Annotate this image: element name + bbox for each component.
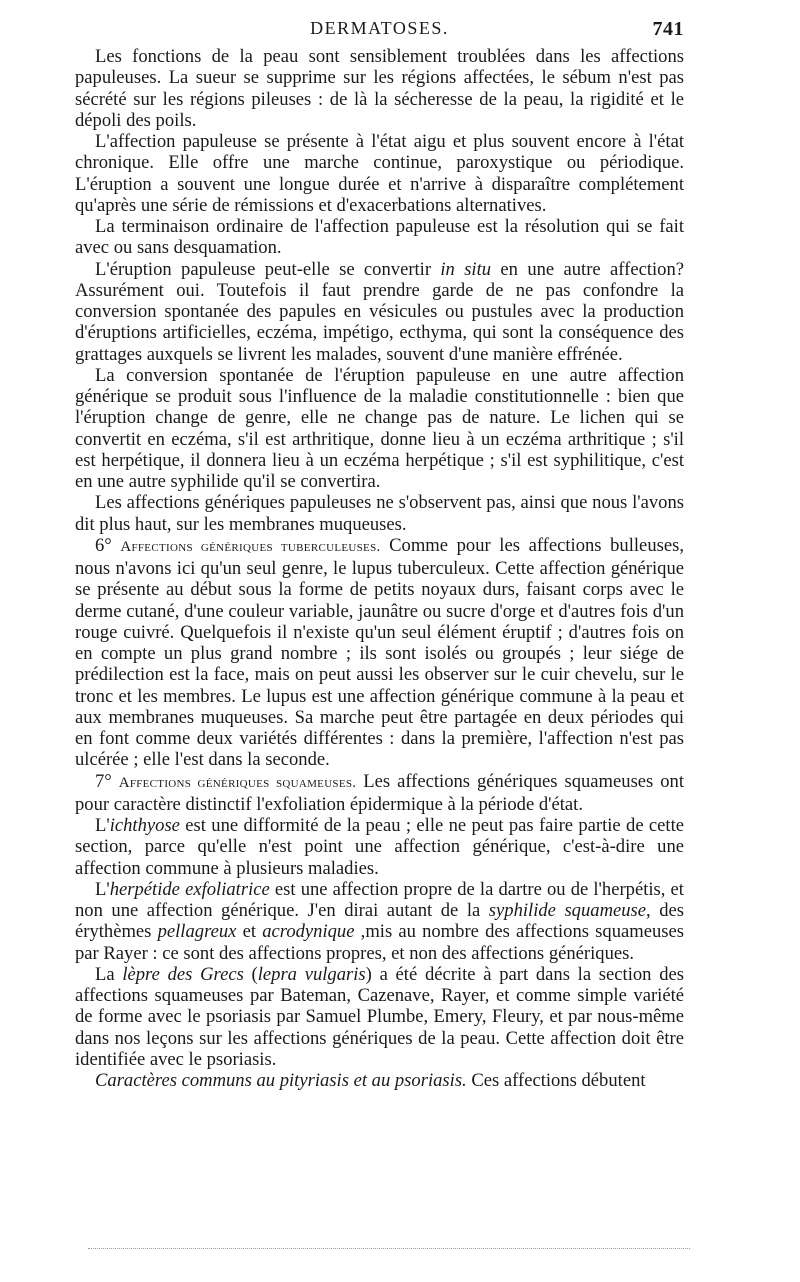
section-number: 6° bbox=[95, 534, 121, 556]
section-number: 7° bbox=[95, 770, 119, 792]
text-span: ,mis au nombre des affections squameuses par Rayer : ce sont des affections propres, et non des affections génériques. bbox=[75, 921, 685, 964]
italic-term: lepra vulgaris bbox=[257, 963, 366, 985]
italic-term: acrodynique bbox=[262, 921, 355, 943]
section-heading: Affections génériques squameuses. bbox=[118, 774, 357, 791]
italic-term: in situ bbox=[440, 258, 492, 280]
italic-heading: Caractères communs au pityriasis et au psoriasis. bbox=[95, 1070, 467, 1091]
text-span: Ces affections débutent bbox=[466, 1070, 646, 1091]
text-span: L' bbox=[95, 878, 110, 900]
running-title: DERMATOSES. bbox=[310, 18, 449, 38]
section-heading: Affections génériques tuberculeuses. bbox=[120, 538, 381, 555]
section-paragraph bbox=[75, 771, 684, 816]
paragraph bbox=[75, 879, 684, 964]
text-span: , des érythèmes bbox=[75, 900, 684, 943]
page-number: 741 bbox=[652, 18, 684, 40]
text-span: est une affection propre de la dartre ou de l'herpétis, et non une affection générique. J'en dirai autant de la bbox=[75, 878, 684, 921]
section-paragraph bbox=[75, 535, 684, 771]
italic-term: lèpre des Grecs bbox=[122, 963, 244, 985]
page-header bbox=[75, 16, 684, 44]
paragraph bbox=[75, 259, 684, 365]
paragraph bbox=[75, 964, 684, 1070]
italic-term: syphilide squameuse bbox=[488, 900, 647, 921]
text-span: Les affections génériques squameuses ont pour caractère distinctif l'exfoliation épidermique à la période d'état. bbox=[75, 770, 684, 815]
paragraph bbox=[75, 815, 684, 879]
paragraph: Les fonctions de la peau sont sensiblement troublées dans les affections papuleuses. La sueur se supprime sur les régions affectées, le sébum n'est pas sécrété sur les régions pileuses : de là la sécheresse de la peau, la rigidité et le dépoli des poils. bbox=[75, 46, 684, 131]
paragraph: Les affections génériques papuleuses ne s'observent pas, ainsi que nous l'avons dit plus haut, sur les membranes muqueuses. bbox=[75, 492, 684, 535]
text-span: en une autre affection? Assurément oui. Toutefois il faut prendre garde de ne pas confondre la conversion spontanée des papules en vésicules ou pustules avec la production d'éruptions artificielles, eczéma, impétigo, ecthyma, qui sont la conséquence des grattages auxquels se livrent les malades, souvent d'une manière effrénée. bbox=[75, 258, 685, 365]
paragraph: La terminaison ordinaire de l'affection papuleuse est la résolution qui se fait avec ou sans desquamation. bbox=[75, 216, 684, 259]
italic-term: herpétide exfoliatrice bbox=[109, 878, 270, 900]
text-span: ) a été décrite à part dans la section des affections squameuses par Bateman, Cazenave, Rayer, et comme simple variété de forme avec le psoriasis par Samuel Plumbe, Emery, Fleury, et par nous-même dans nos leçons sur les affections génériques de la peau. Cette affection doit être identifiée avec le psoriasis. bbox=[75, 963, 684, 1070]
paragraph: L'affection papuleuse se présente à l'état aigu et plus souvent encore à l'état chronique. Elle offre une marche continue, paroxystique ou périodique. L'éruption a souvent une longue durée et n'arrive à disparaître complétement qu'après une série de rémissions et d'exacerbations alternatives. bbox=[75, 131, 684, 216]
text-span: La bbox=[95, 963, 123, 985]
text-span: Comme pour les affections bulleuses, nous n'avons ici qu'un seul genre, le lupus tuberculeux. Cette affection générique se présente au début sous la forme de petits noyaux durs, faisant corps avec le derme cutané, d'une couleur variable, jaunâtre ou sucre d'orge et d'autres fois d'un rouge cuivré. Quelquefois il n'existe qu'un seul élément éruptif ; d'autres fois on en compte un plus grand nombre ; ils sont isolés ou groupés ; leur siége de prédilection est la face, mais on peut aussi les observer sur le cuir chevelu, sur le tronc et les membres. Le lupus est une affection générique commune à la peau et aux membranes muqueuses. Sa marche peut être partagée en deux périodes qui en font comme deux variétés différentes : dans la première, l'affection n'est pas ulcérée ; elle l'est dans la seconde. bbox=[75, 534, 684, 771]
body-text bbox=[75, 46, 684, 1091]
text-span: L' bbox=[95, 815, 110, 836]
italic-term: pellagreux bbox=[157, 921, 237, 943]
text-span: est une difformité de la peau ; elle ne peut pas faire partie de cette section, parce qu'elle n'est point une affection générique, c'est-à-dire une affection commune à plusieurs maladies. bbox=[75, 815, 684, 879]
paragraph: La conversion spontanée de l'éruption papuleuse en une autre affection générique se produit sous l'influence de la maladie constitutionnelle : bien que l'éruption change de genre, elle ne change pas de nature. Le lichen qui se convertit en eczéma, s'il est arthritique, donne lieu à un eczéma arthritique ; s'il est herpétique, il donnera lieu à un eczéma herpétique ; s'il est syphilitique, c'est en une autre syphilide qu'il se convertira. bbox=[75, 364, 684, 492]
text-span: ( bbox=[243, 963, 258, 985]
italic-term: ichthyose bbox=[109, 815, 180, 836]
text-span: L'éruption papuleuse peut-elle se convertir bbox=[95, 258, 441, 280]
text-span: et bbox=[236, 921, 263, 943]
bottom-dotted-rule bbox=[88, 1248, 690, 1249]
paragraph bbox=[75, 1070, 684, 1091]
